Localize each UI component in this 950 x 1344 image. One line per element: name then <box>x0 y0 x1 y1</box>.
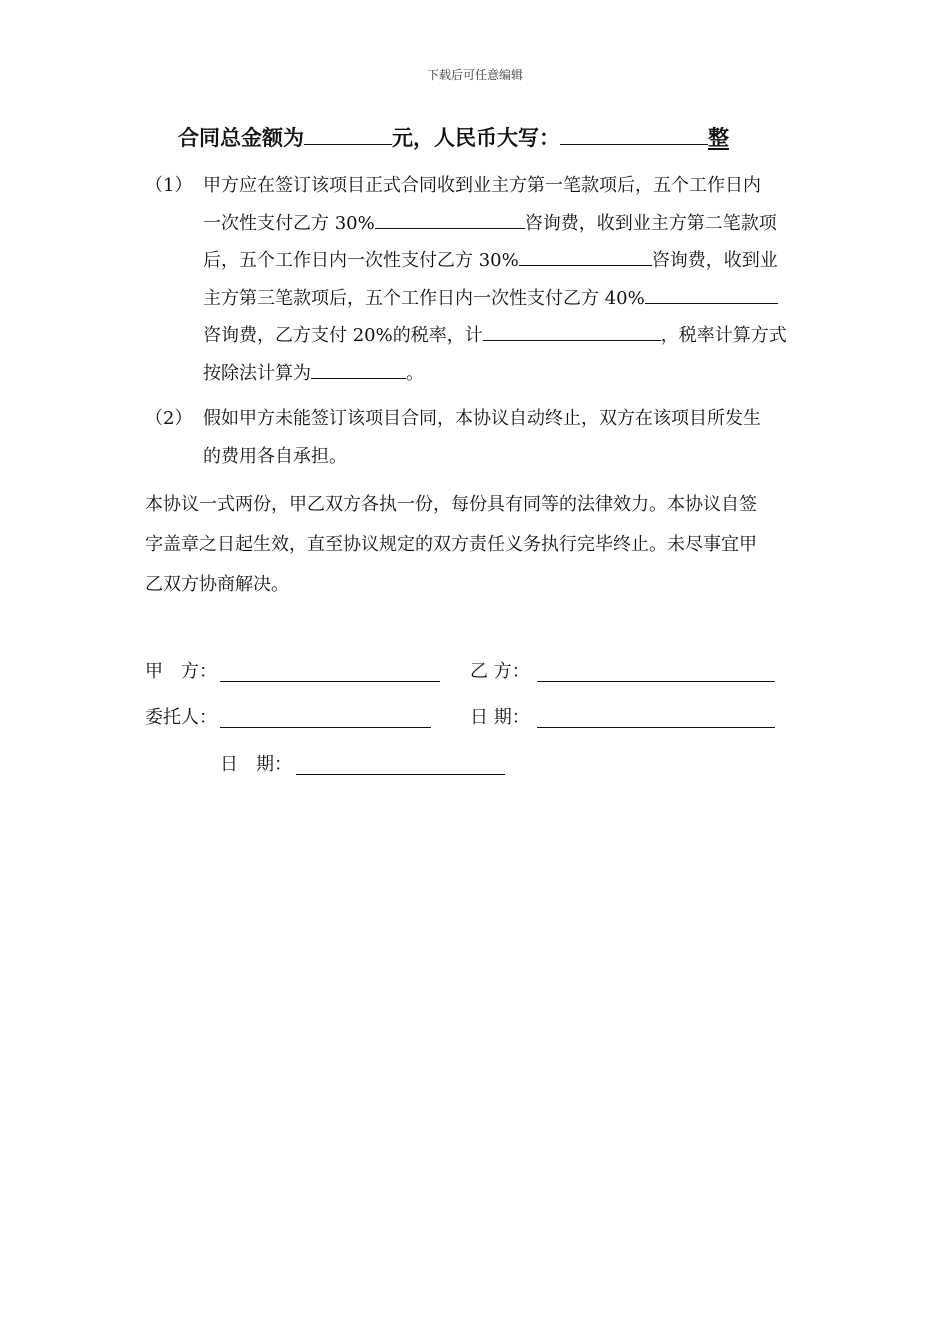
clause-1-line-5-text-a: 咨询费，乙方支付 20%的税率，计 <box>203 325 483 346</box>
party-b-date-label: 日 期： <box>470 707 530 728</box>
clause-1-line-2-text-b: 咨询费，收到业主方第二笔款项 <box>524 212 777 234</box>
clause-1-line-3-text-b: 咨询费，收到业 <box>651 250 778 271</box>
clause-1-line-3 <box>203 242 787 280</box>
clause-1-line-3-text-a: 后，五个工作日内一次性支付乙方 30% <box>203 250 519 271</box>
amount-in-words-blank[interactable] <box>560 143 708 145</box>
clause-2 <box>203 400 761 475</box>
clause-2-line-2: 的费用各自承担。 <box>203 445 347 467</box>
fee-40-percent-blank[interactable] <box>645 302 778 304</box>
clause-1-line-6-text-b: 。 <box>406 362 424 384</box>
fee-30-percent-blank-1[interactable] <box>375 227 525 229</box>
clause-1-line-2 <box>203 205 787 243</box>
party-a-label: 甲 方： <box>145 661 217 682</box>
fee-30-percent-blank-2[interactable] <box>519 264 652 266</box>
clause-1-line-6-text-a: 按除法计算为 <box>203 362 311 384</box>
clause-1-line-4-text-a: 主方第三笔款项后，五个工作日内一次性支付乙方 40% <box>203 287 645 309</box>
agent-label: 委托人： <box>145 707 217 728</box>
closing-line-1: 本协议一式两份，甲乙双方各执一份，每份具有同等的法律效力。本协议自签 <box>145 494 757 515</box>
title-part2: 元，人民币大写： <box>392 125 560 150</box>
party-b-signature-line[interactable] <box>537 681 775 682</box>
clause-1 <box>203 167 787 392</box>
division-result-blank[interactable] <box>311 377 406 379</box>
amount-blank[interactable] <box>304 143 392 145</box>
party-b-label: 乙 方： <box>470 661 530 682</box>
clause-1-line-4 <box>203 280 787 318</box>
closing-line-2: 字盖章之日起生效，直至协议规定的双方责任义务执行完毕终止。未尽事宜甲 <box>145 534 757 555</box>
clause-1-line-2-text-a: 一次性支付乙方 30% <box>203 212 375 234</box>
title-part1: 合同总金额为 <box>178 125 304 150</box>
party-b-date-line[interactable] <box>537 727 775 728</box>
party-a-date-line[interactable] <box>296 774 505 775</box>
closing-line-3: 乙双方协商解决。 <box>145 574 289 595</box>
agent-signature-line[interactable] <box>220 727 431 728</box>
party-a-signature-line[interactable] <box>220 681 440 682</box>
title-part3: 整 <box>708 125 729 150</box>
clause-1-line-5 <box>203 317 787 355</box>
closing-paragraph <box>145 485 757 605</box>
header-note: 下载后可任意编辑 <box>426 68 523 82</box>
clause-1-line-6 <box>203 355 787 393</box>
clause-1-line-1: 甲方应在签订该项目正式合同收到业主方第一笔款项后，五个工作日内 <box>203 175 761 196</box>
clause-2-line-1: 假如甲方未能签订该项目合同，本协议自动终止，双方在该项目所发生 <box>203 408 761 429</box>
clause-1-number: （1） <box>145 175 193 196</box>
clause-1-line-5-text-b: ，税率计算方式 <box>660 325 787 346</box>
party-a-date-label: 日 期： <box>220 754 292 775</box>
tax-amount-blank[interactable] <box>483 339 661 341</box>
contract-total-amount-title <box>178 123 729 153</box>
clause-2-number: （2） <box>145 408 193 429</box>
